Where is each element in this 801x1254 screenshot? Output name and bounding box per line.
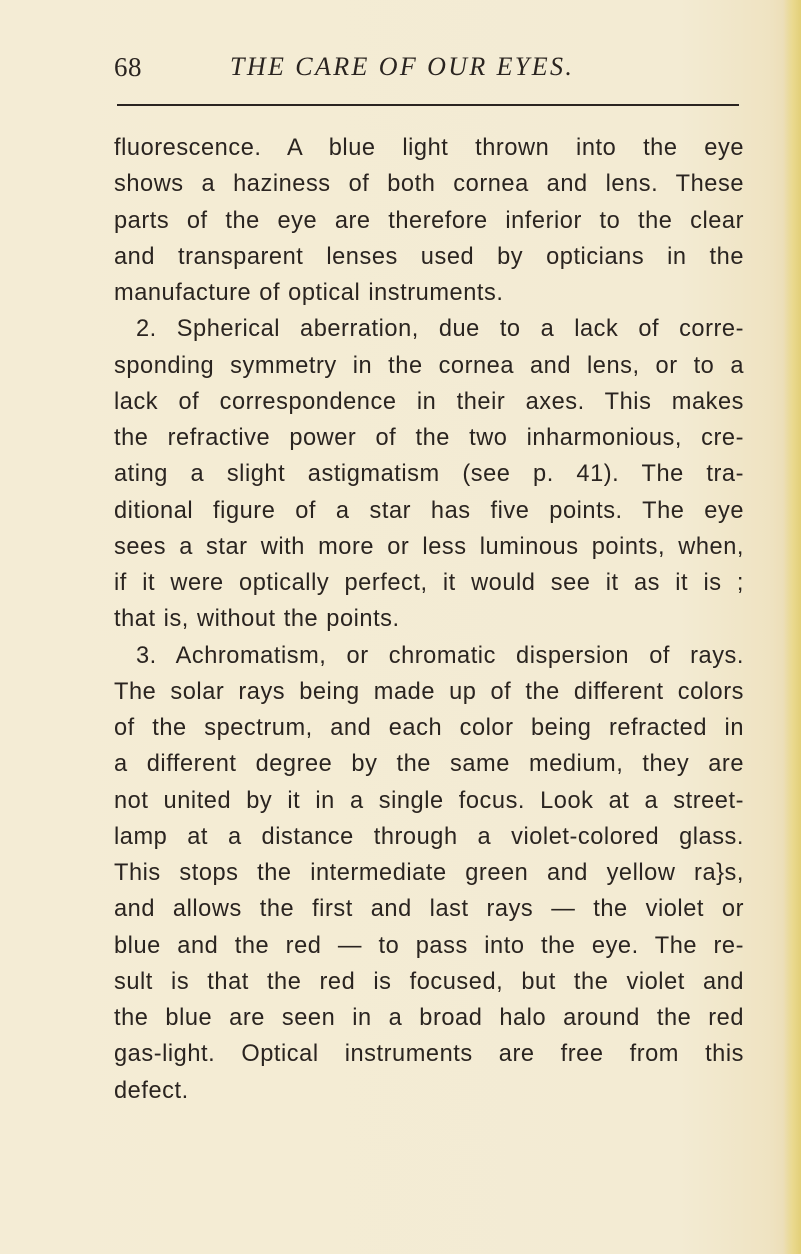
running-title: THE CARE OF OUR EYES. [230, 52, 575, 81]
text-line: fluorescence. A blue light thrown into the eye [114, 135, 744, 161]
text-line: that is, without the points. [114, 606, 400, 633]
text-line: ating a slight astigmatism (see p. 41). The tra- [114, 461, 744, 488]
text-line: lack of correspondence in their axes. This makes [114, 388, 744, 415]
header-rule [117, 104, 739, 106]
text-line: the refractive power of the two inharmonious, cre- [114, 425, 744, 451]
page-number: 68 [114, 52, 142, 82]
text-line: not united by it in a single focus. Look at a street- [114, 787, 744, 814]
text-line: This stops the intermediate green and yellow ra}s, [114, 860, 744, 886]
text-line: if it were optically perfect, it would see it as it is ; [114, 570, 744, 596]
text-line: blue and the red — to pass into the eye. The re- [114, 932, 744, 959]
text-line: of the spectrum, and each color being refracted in [114, 715, 744, 741]
text-line: sponding symmetry in the cornea and lens, or to a [114, 352, 744, 379]
text-line: The solar rays being made up of the different colors [114, 678, 744, 705]
text-line: gas-light. Optical instruments are free from this [114, 1041, 744, 1068]
page-header [0, 52, 801, 92]
text-line: a different degree by the same medium, they are [114, 751, 744, 778]
text-line: and transparent lenses used by opticians in the [114, 243, 744, 270]
text-line: sult is that the red is focused, but the violet and [114, 968, 744, 995]
text-line: ditional figure of a star has five points. The eye [114, 497, 744, 524]
body-text [114, 130, 744, 1109]
text-line: and allows the first and last rays — the violet or [114, 896, 744, 923]
text-line: parts of the eye are therefore inferior to the clear [114, 207, 744, 234]
text-line: lamp at a distance through a violet-colored glass. [114, 823, 744, 850]
text-line: 3. Achromatism, or chromatic dispersion of rays. [136, 642, 744, 669]
text-line: the blue are seen in a broad halo around the red [114, 1005, 744, 1031]
text-line: shows a haziness of both cornea and lens. These [114, 171, 744, 198]
text-line: sees a star with more or less luminous points, when, [114, 533, 744, 560]
text-line: manufacture of optical instruments. [114, 280, 504, 306]
text-line: defect. [114, 1077, 189, 1104]
page-edge-shadow [783, 0, 801, 1254]
text-line: 2. Spherical aberration, due to a lack of corre- [136, 316, 744, 343]
